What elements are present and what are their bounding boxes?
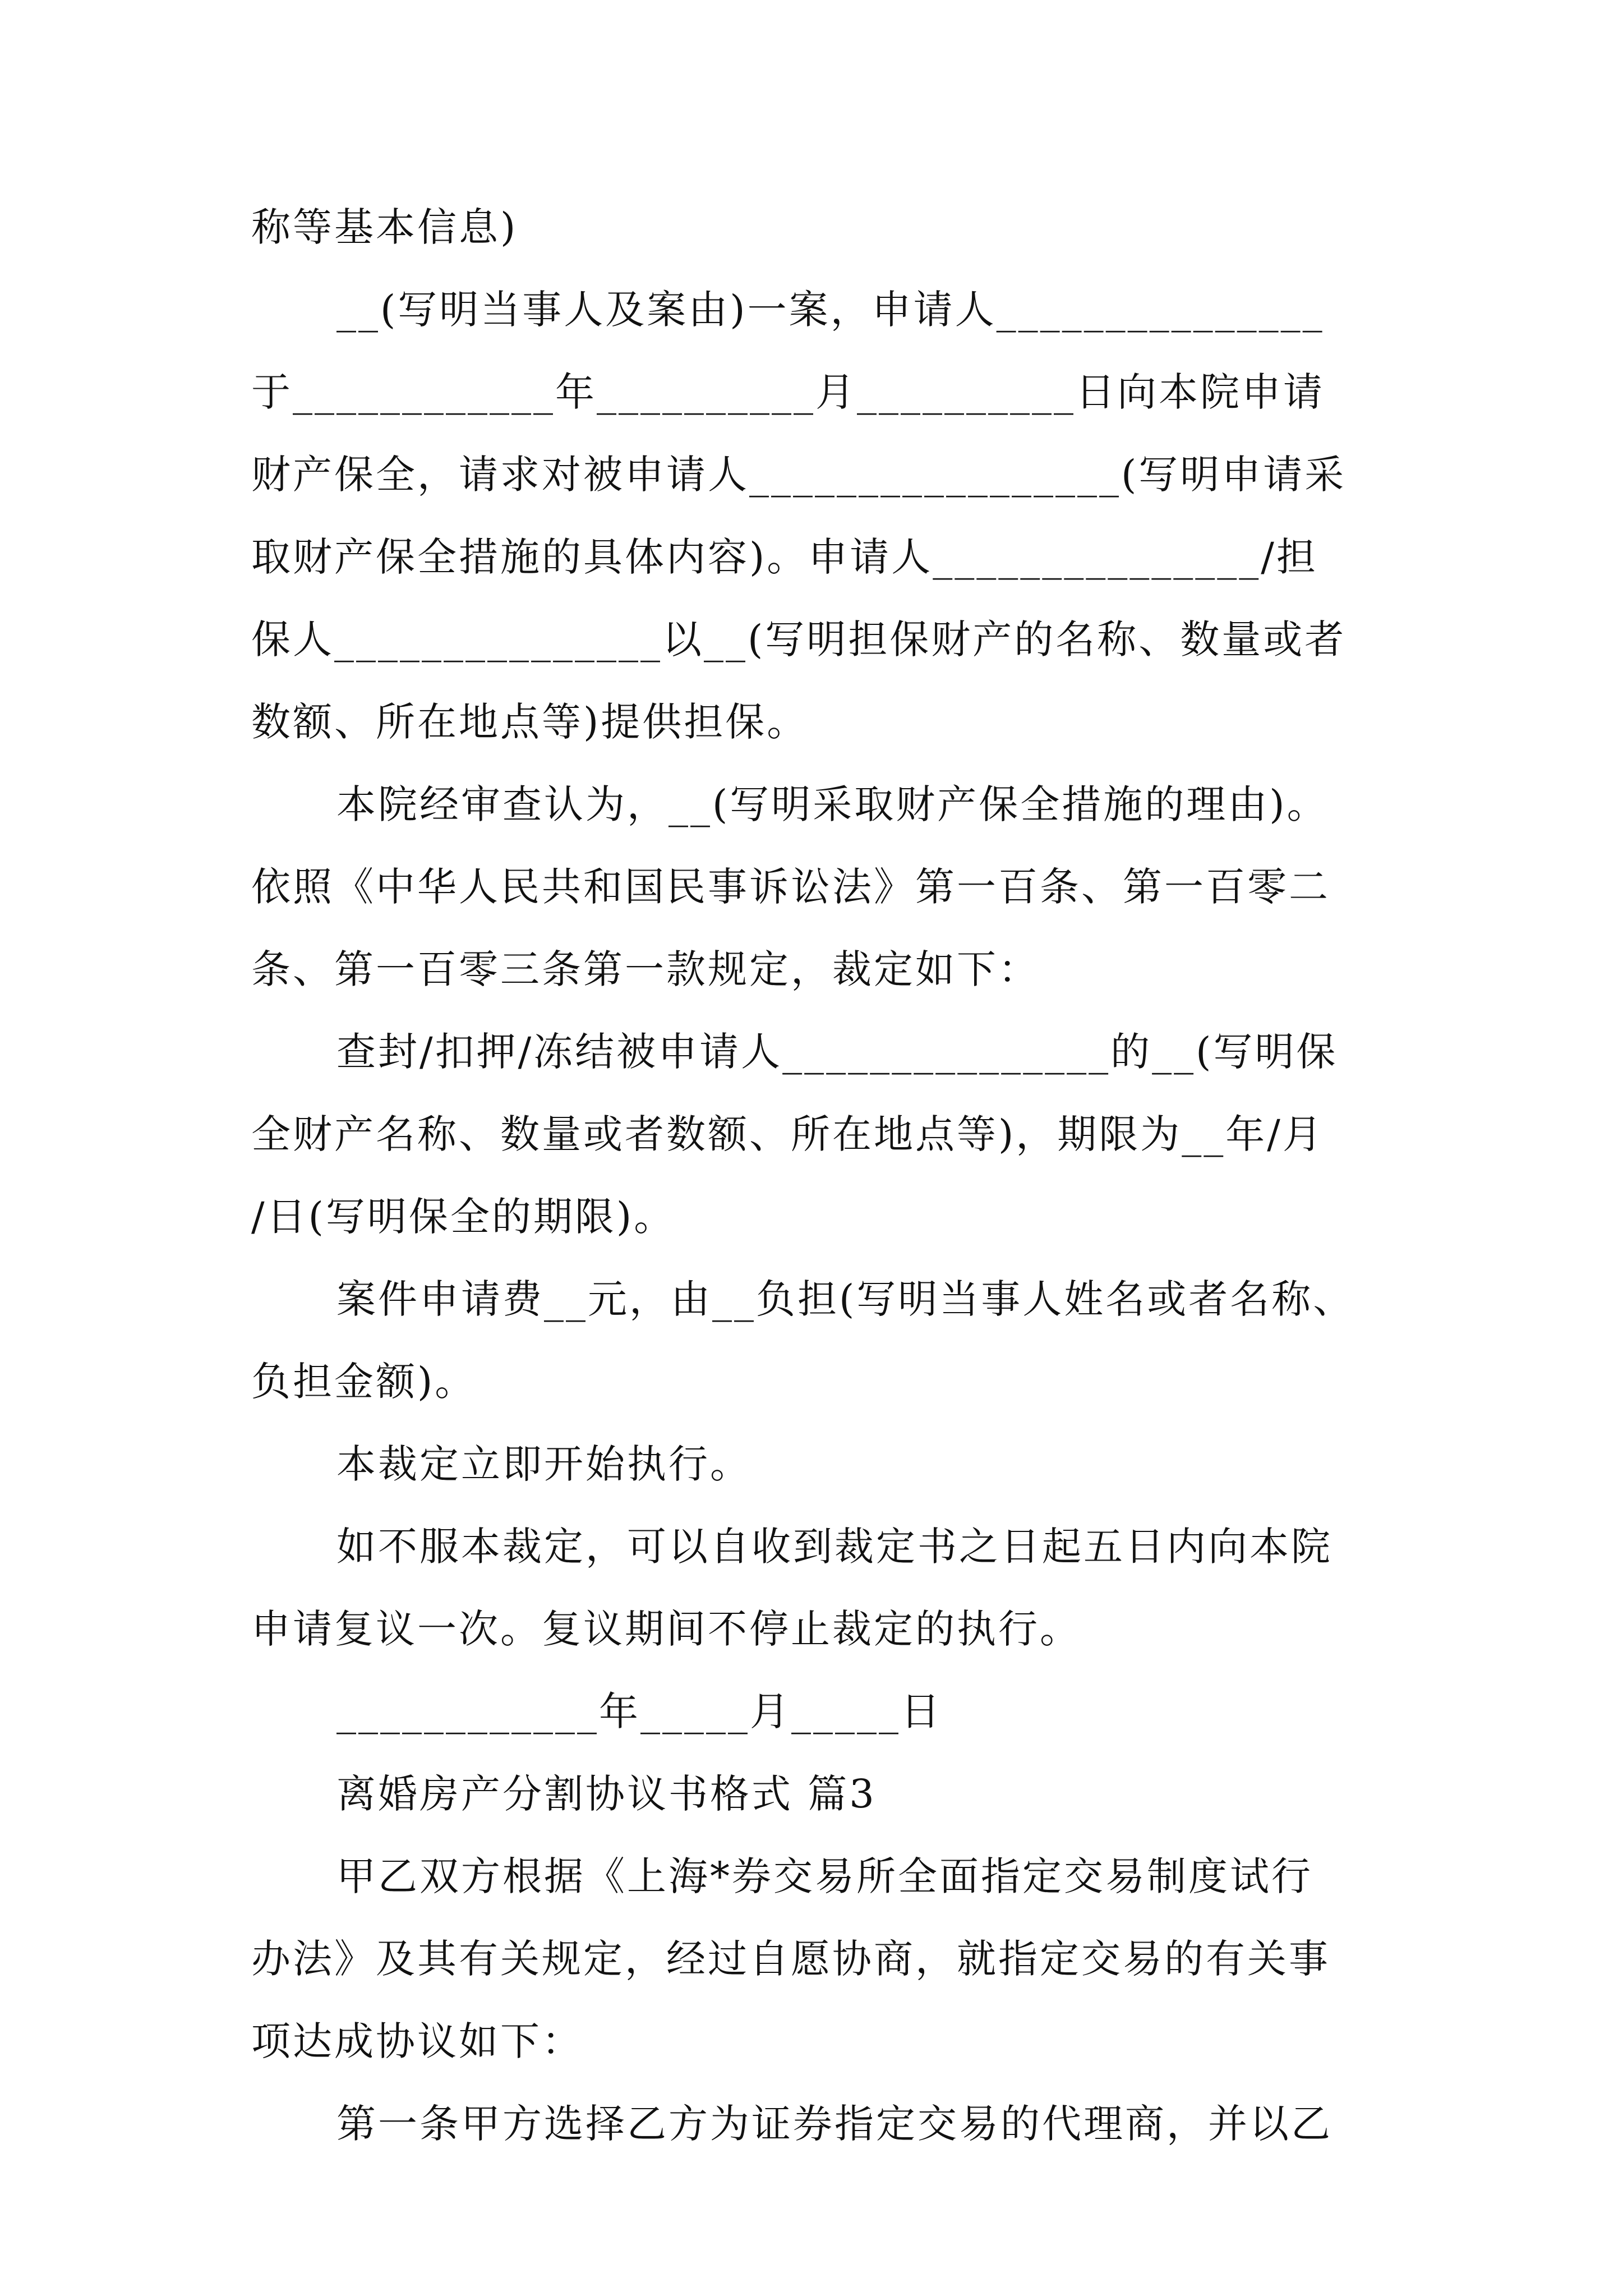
text-line: 财产保全，请求对被申请人_________________(写明申请采 (251, 452, 1347, 498)
document-body (251, 204, 1378, 2187)
text-line: 申请复议一次。复议期间不停止裁定的执行。 (251, 1606, 1081, 1652)
text-line: 本裁定立即开始执行。 (336, 1441, 751, 1487)
text-line: 办法》及其有关规定，经过自愿协商，就指定交易的有关事 (251, 1936, 1330, 1982)
text-line: 项达成协议如下： (251, 2018, 583, 2064)
text-line: /日(写明保全的期限)。 (251, 1194, 676, 1240)
text-line: 第一条甲方选择乙方为证券指定交易的代理商，并以乙 (336, 2101, 1332, 2147)
text-line: 如不服本裁定，可以自收到裁定书之日起五日内向本院 (336, 1524, 1332, 1570)
text-line: 取财产保全措施的具体内容)。申请人_______________/担 (251, 534, 1318, 580)
text-line: 查封/扣押/冻结被申请人_______________的__(写明保 (336, 1029, 1338, 1075)
text-line: 负担金额)。 (251, 1359, 477, 1405)
text-line: 于____________年__________月__________日向本院申请 (251, 369, 1325, 415)
date-line: ____________年_____月_____日 (336, 1688, 942, 1734)
text-line: 保人_______________以__(写明担保财产的名称、数量或者 (251, 616, 1347, 662)
text-line: 甲乙双方根据《上海*券交易所全面指定交易制度试行 (336, 1853, 1313, 1899)
text-line: 条、第一百零三条第一款规定，裁定如下： (251, 946, 1040, 992)
section-heading: 离婚房产分割协议书格式 篇3 (336, 1771, 877, 1817)
text-line: 全财产名称、数量或者数额、所在地点等)，期限为__年/月 (251, 1111, 1324, 1157)
text-line: 称等基本信息) (251, 204, 518, 250)
text-line: __(写明当事人及案由)一案，申请人_______________ (336, 287, 1325, 333)
text-line: 案件申请费__元，由__负担(写明当事人姓名或者名称、 (336, 1276, 1355, 1322)
text-line: 数额、所在地点等)提供担保。 (251, 699, 809, 745)
text-line: 依照《中华人民共和国民事诉讼法》第一百条、第一百零二 (251, 864, 1330, 910)
text-line: 本院经审查认为，__(写明采取财产保全措施的理由)。 (336, 781, 1329, 827)
